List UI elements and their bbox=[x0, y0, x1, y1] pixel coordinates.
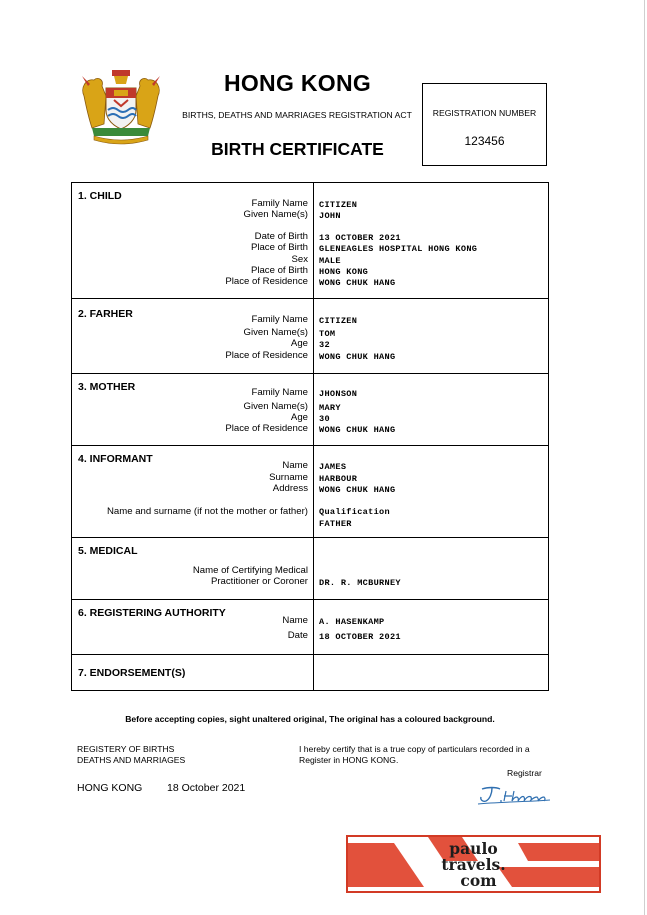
field-label: Practitioner or Coroner bbox=[210, 576, 308, 587]
registration-number-value: 123456 bbox=[464, 134, 505, 148]
watermark-logo bbox=[346, 835, 601, 893]
registry-line: REGISTERY OF BIRTHS bbox=[77, 744, 175, 754]
field-label: Date bbox=[287, 630, 308, 641]
section-father bbox=[72, 298, 548, 373]
certification-statement bbox=[299, 744, 549, 765]
field-label: Address bbox=[272, 483, 308, 494]
document-title: HONG KONG bbox=[223, 70, 372, 96]
informant-address: WONG CHUK HANG bbox=[319, 485, 396, 495]
authenticity-notice: Before accepting copies, sight unaltered original, The original has a coloured background. bbox=[125, 714, 495, 724]
medical-certifier: DR. R. MCBURNEY bbox=[319, 578, 401, 588]
field-label: Surname bbox=[269, 472, 308, 483]
father-given-names: TOM bbox=[319, 329, 336, 339]
field-label: Family Name bbox=[251, 198, 308, 209]
child-place-of-birth: GLENEAGLES HOSPITAL HONG KONG bbox=[319, 244, 478, 254]
mother-age: 30 bbox=[319, 414, 330, 424]
child-date-of-birth: 13 OCTOBER 2021 bbox=[319, 233, 401, 243]
section-heading: 5. MEDICAL bbox=[78, 545, 138, 557]
registry-name bbox=[77, 744, 185, 765]
section-heading: 6. REGISTERING AUTHORITY bbox=[78, 607, 226, 619]
section-child bbox=[72, 183, 548, 298]
certificate-form bbox=[71, 182, 549, 691]
child-sex: MALE bbox=[319, 256, 341, 266]
section-endorsement bbox=[72, 654, 548, 690]
child-family-name: CITIZEN bbox=[319, 200, 358, 210]
field-label: Name of Certifying Medical bbox=[192, 565, 308, 576]
mother-given-names: MARY bbox=[319, 403, 341, 413]
registration-number-label: REGISTRATION NUMBER bbox=[432, 108, 537, 118]
father-age: 32 bbox=[319, 340, 330, 350]
field-label: Given Name(s) bbox=[243, 327, 308, 338]
logo-line: travels. bbox=[441, 855, 506, 874]
qualification-label: Qualification bbox=[319, 507, 390, 517]
registration-number-box bbox=[422, 83, 547, 166]
informant-name: JAMES bbox=[319, 462, 347, 472]
logo-text bbox=[348, 841, 599, 889]
child-given-names: JOHN bbox=[319, 211, 341, 221]
section-medical bbox=[72, 537, 548, 599]
authority-date: 18 OCTOBER 2021 bbox=[319, 632, 401, 642]
section-heading: 4. INFORMANT bbox=[78, 453, 153, 465]
father-family-name: CITIZEN bbox=[319, 316, 358, 326]
section-heading: 3. MOTHER bbox=[78, 381, 136, 393]
coat-of-arms-icon bbox=[78, 66, 164, 148]
certificate-title: BIRTH CERTIFICATE bbox=[211, 139, 384, 159]
mother-residence: WONG CHUK HANG bbox=[319, 425, 396, 435]
informant-surname: HARBOUR bbox=[319, 474, 358, 484]
certify-line: Register in HONG KONG. bbox=[299, 754, 399, 765]
field-label: Name bbox=[282, 615, 308, 626]
child-place-of-birth-2: HONG KONG bbox=[319, 267, 369, 277]
field-label: Given Name(s) bbox=[243, 209, 308, 220]
field-label: Age bbox=[290, 412, 308, 423]
field-label: Family Name bbox=[251, 314, 308, 325]
field-label: Given Name(s) bbox=[243, 401, 308, 412]
mother-family-name: JHONSON bbox=[319, 389, 358, 399]
section-registering-authority bbox=[72, 599, 548, 654]
field-label: Name and surname (if not the mother or father) bbox=[106, 506, 308, 517]
field-label: Place of Residence bbox=[225, 423, 308, 434]
certify-line: I hereby certify that is a true copy of particulars recorded in a bbox=[299, 744, 530, 754]
issue-place: HONG KONG bbox=[77, 782, 143, 794]
issue-date: 18 October 2021 bbox=[167, 782, 246, 794]
informant-qualification: FATHER bbox=[319, 519, 352, 529]
section-heading: 1. CHILD bbox=[78, 190, 122, 202]
field-label: Age bbox=[290, 338, 308, 349]
registry-line: DEATHS AND MARRIAGES bbox=[77, 754, 186, 765]
father-residence: WONG CHUK HANG bbox=[319, 352, 396, 362]
section-mother bbox=[72, 373, 548, 445]
page-edge bbox=[644, 0, 645, 915]
section-informant bbox=[72, 445, 548, 537]
field-label: Family Name bbox=[251, 387, 308, 398]
logo-line: paulo bbox=[449, 839, 498, 858]
field-label: Sex bbox=[291, 254, 308, 265]
field-label: Place of Residence bbox=[225, 350, 308, 361]
section-heading: 2. FARHER bbox=[78, 308, 133, 320]
field-label: Place of Birth bbox=[250, 242, 308, 253]
act-name: BIRTHS, DEATHS AND MARRIAGES REGISTRATION ACT bbox=[182, 110, 412, 120]
registrar-signature-icon bbox=[474, 783, 554, 807]
field-label: Name bbox=[282, 460, 308, 471]
child-residence: WONG CHUK HANG bbox=[319, 278, 396, 288]
section-heading: 7. ENDORSEMENT(S) bbox=[78, 667, 186, 679]
field-label: Place of Residence bbox=[225, 276, 308, 287]
logo-line: com bbox=[460, 871, 497, 890]
registrar-label: Registrar bbox=[507, 768, 542, 778]
field-label: Date of Birth bbox=[254, 231, 308, 242]
field-label: Place of Birth bbox=[250, 265, 308, 276]
authority-name: A. HASENKAMP bbox=[319, 617, 385, 627]
